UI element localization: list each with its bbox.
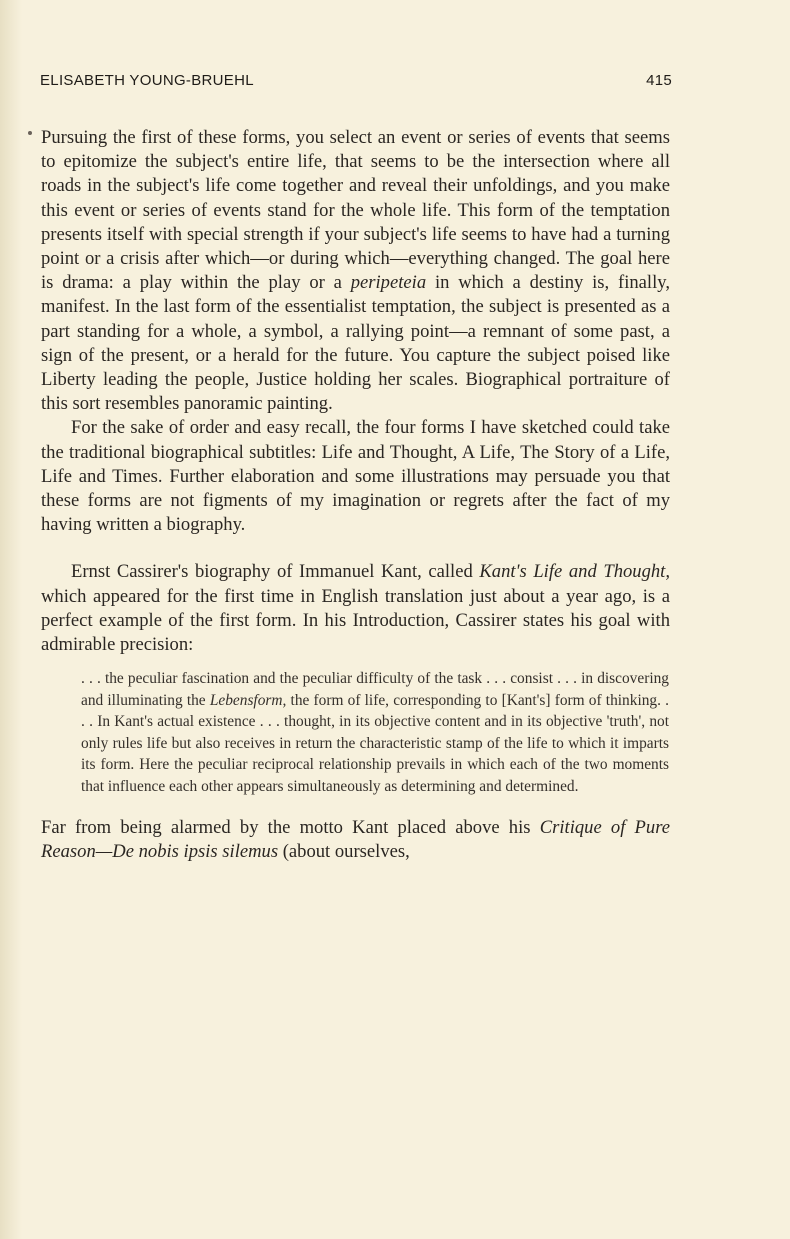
quote-text: . . . the peculiar fascination and the peculiar difficulty of the task . . . consist . . . in discovering and illuminating the bbox=[81, 670, 669, 709]
body-text bbox=[41, 126, 670, 865]
italic-term: peripeteia bbox=[350, 272, 427, 294]
section-break bbox=[41, 537, 670, 560]
italic-term: Lebensform, bbox=[209, 691, 287, 709]
page-number: 415 bbox=[646, 72, 672, 89]
paragraph-text: in which a destiny is, finally, manifest. In the last form of the essentialist temptation, the subject is presented as a part standing for a whole, a symbol, a rallying point—a remnant of some past, a sign of the present, or a herald for the future. You capture the subject poised like Liberty leading the people, Justice holding her scales. Biographical portraiture of this sort resembles panoramic painting. bbox=[41, 272, 670, 415]
paragraph-text: (about ourselves, bbox=[278, 841, 410, 863]
running-head bbox=[40, 72, 672, 96]
italic-book-title: Kant's Life and Thought, bbox=[479, 561, 670, 583]
paragraph-kant-motto bbox=[41, 816, 670, 864]
block-quote bbox=[41, 668, 669, 797]
paragraph-text: Ernst Cassirer's biography of Immanuel Kant, called bbox=[71, 561, 480, 583]
margin-mark bbox=[28, 131, 32, 135]
paragraph-text: which appeared for the first time in English translation just about a year ago, is a perfect example of the first form. In his Introduction, Cassirer states his goal with admirable precision: bbox=[41, 585, 670, 656]
paragraph-text: Far from being alarmed by the motto Kant placed above his bbox=[41, 817, 540, 839]
running-head-author: ELISABETH YOUNG-BRUEHL bbox=[40, 72, 254, 89]
quote-text: the form of life, corresponding to [Kant's] form of thinking. . . . In Kant's actual existence . . . thought, in its objective content and in its objective 'truth', not only rules life but also receives in return the characteristic stamp of the life to which it imparts its form. Here the peculiar reciprocal relationship prevails in which each of the two moments that influence each other appears simultaneously as determining and determined. bbox=[81, 691, 669, 795]
italic-book-title: Critique of Pure Reason—De nobis ipsis silemus bbox=[41, 817, 671, 863]
paragraph-biographical-subtitles: For the sake of order and easy recall, the four forms I have sketched could take the traditional biographical subtitles: Life and Thought, A Life, The Story of a Life, Life and Times. Further elaboration and some illustrations may persuade you that these forms are not figments of my imagination or regrets after the fact of my having written a biography. bbox=[41, 417, 670, 536]
page-gutter-shadow bbox=[0, 0, 22, 1239]
paragraph-cassirer bbox=[41, 560, 670, 657]
paragraph-text: Pursuing the first of these forms, you select an event or series of events that seems to epitomize the subject's entire life, that seems to be the intersection where all roads in the subject's life come together and reveal their unfoldings, and you make this event or series of events stand for the whole life. This form of the temptation presents itself with special strength if your subject's life seems to have had a turning point or a crisis after which—or during which—everything changed. The goal here is drama: a play within the play or a bbox=[41, 127, 670, 294]
paragraph-essentialist-forms bbox=[41, 126, 670, 416]
